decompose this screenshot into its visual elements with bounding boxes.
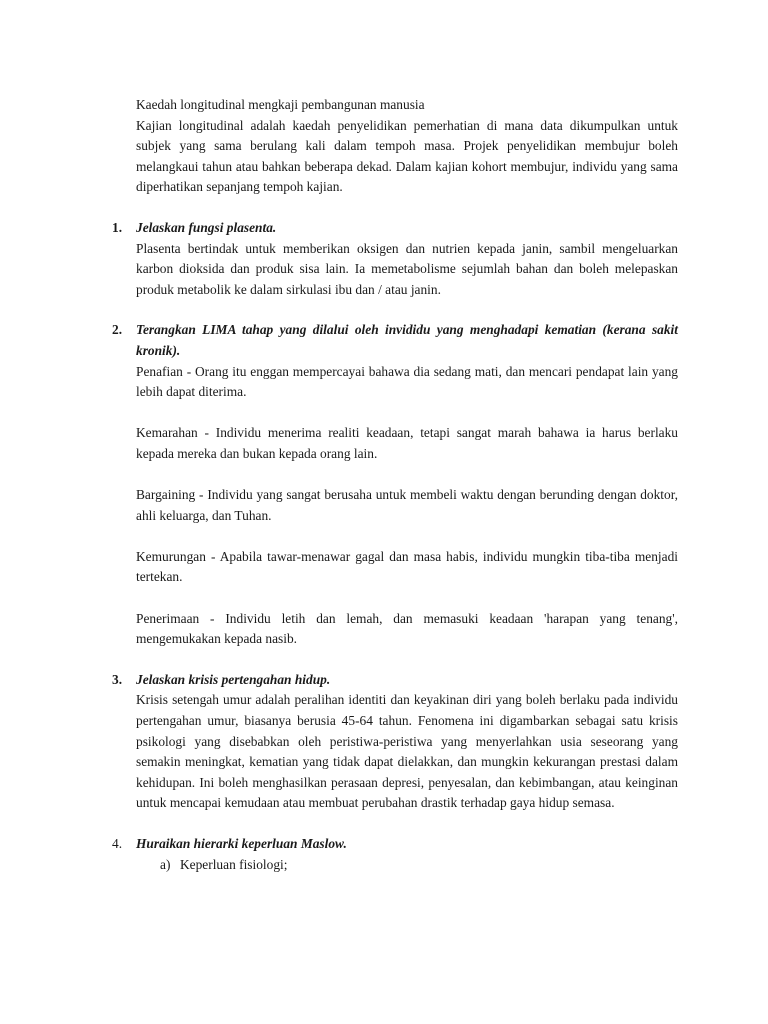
question-1-number: 1. <box>112 219 123 235</box>
question-1-title: Jelaskan fungsi plasenta. <box>136 219 277 235</box>
intro-title: Kaedah longitudinal mengkaji pembangunan manusia <box>136 97 425 112</box>
question-2 <box>112 320 678 650</box>
stage-bargaining: Bargaining - Individu yang sangat berusaha untuk membeli waktu dengan berunding dengan doktor, ahli keluarga, dan Tuhan. <box>136 487 678 523</box>
question-3-number: 3. <box>112 671 123 687</box>
question-3-title: Jelaskan krisis pertengahan hidup. <box>136 671 331 687</box>
list-item <box>160 855 678 876</box>
list-item-text: Keperluan fisiologi; <box>180 856 288 872</box>
question-2-title: Terangkan LIMA tahap yang dilalui oleh invididu yang menghadapi kematian (kerana sakit kronik). <box>136 322 678 358</box>
question-4 <box>112 834 678 875</box>
list-item-label: a) <box>160 856 171 872</box>
stage-depression: Kemurungan - Apabila tawar-menawar gagal dan masa habis, individu mungkin tiba-tiba menjadi tertekan. <box>136 548 678 585</box>
question-1-answer: Plasenta bertindak untuk memberikan oksigen dan nutrien kepada janin, sambil mengeluarkan karbon dioksida dan produk sisa lain. Ia memetabolisme sejumlah bahan dan boleh melepaskan produk metabolik ke dalam sirkulasi ibu dan / atau janin. <box>136 240 678 297</box>
question-3 <box>112 670 678 814</box>
question-2-number: 2. <box>112 322 123 338</box>
intro-body: Kajian longitudinal adalah kaedah penyelidikan pemerhatian di mana data dikumpulkan untuk subjek yang sama berulang kali dalam tempoh masa. Projek penyelidikan membujur boleh melangkaui tahun atau bahkan beberapa dekad. Dalam kajian kohort membujur, individu yang sama diperhatikan sepanjang tempoh kajian. <box>136 117 678 195</box>
question-4-number: 4. <box>112 836 123 851</box>
question-4-title: Huraikan hierarki keperluan Maslow. <box>136 836 347 851</box>
question-1 <box>112 218 678 300</box>
question-3-answer: Krisis setengah umur adalah peralihan identiti dan keyakinan diri yang boleh berlaku pada individu pertengahan umur, biasanya berusia 45-64 tahun. Fenomena ini digambarkan sebagai satu krisis psikologi yang disebabkan oleh peristiwa-peristiwa yang menyerlahkan usia seseorang yang semakin meningkat, kematian yang tidak dapat dielakkan, dan mungkin kekurangan prestasi dalam kehidupan. Ini boleh menghasilkan perasaan depresi, penyesalan, dan kebimbangan, atau keinginan untuk mencapai kemudaan atau membuat perubahan drastik terhadap gaya hidup semasa. <box>136 692 678 811</box>
stage-anger: Kemarahan - Individu menerima realiti keadaan, tetapi sangat marah bahawa ia harus berlaku kepada mereka dan bukan kepada orang lain. <box>136 425 678 461</box>
document-content <box>112 95 678 875</box>
stage-denial: Penafian - Orang itu enggan mempercayai bahawa dia sedang mati, dan mencari pendapat lain yang lebih dapat diterima. <box>136 363 678 400</box>
stage-acceptance: Penerimaan - Individu letih dan lemah, dan memasuki keadaan 'harapan yang tenang', mengemukakan kepada nasib. <box>136 610 678 647</box>
